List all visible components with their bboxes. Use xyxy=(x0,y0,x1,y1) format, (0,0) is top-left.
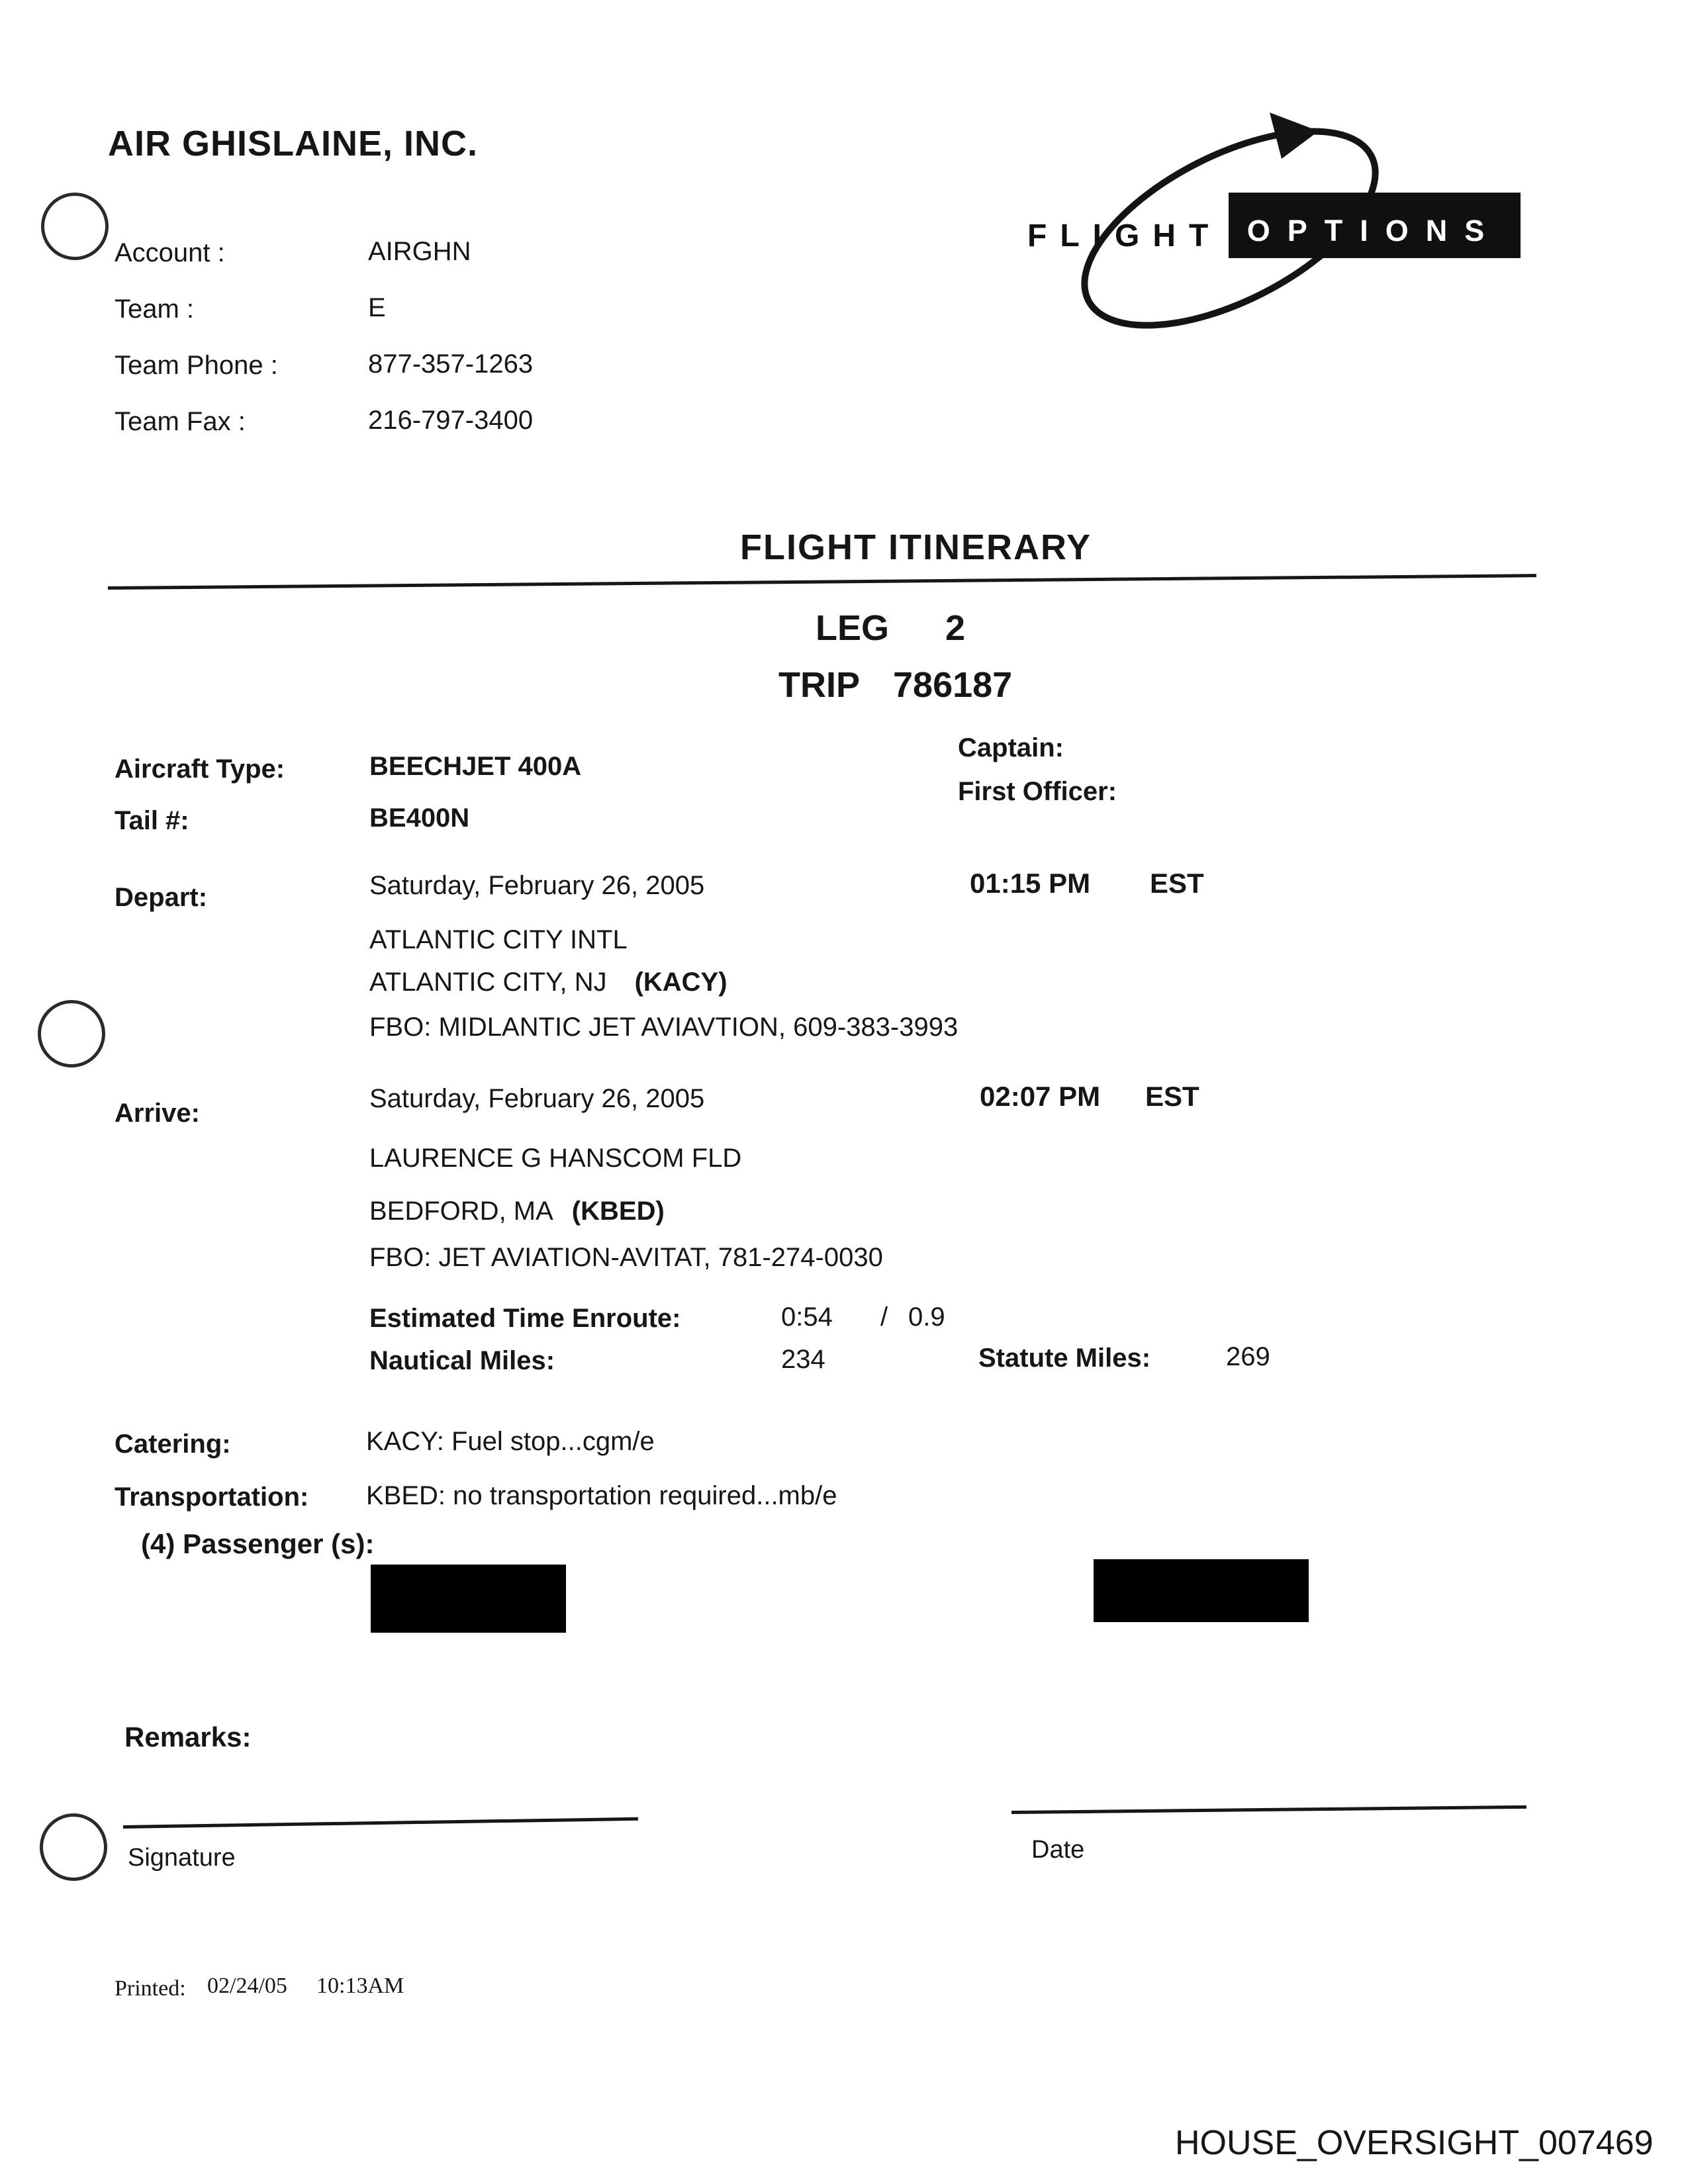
depart-label: Depart: xyxy=(115,883,208,912)
tail-number-label: Tail #: xyxy=(115,806,189,835)
logo-word-flight: FLIGHT xyxy=(1027,218,1222,253)
catering-value: KACY: Fuel stop...cgm/e xyxy=(366,1427,655,1456)
arrive-airport-code: (KBED) xyxy=(571,1197,665,1226)
nautical-miles-label: Nautical Miles: xyxy=(369,1346,555,1375)
leg-number: 2 xyxy=(945,608,966,648)
printed-date: 02/24/05 xyxy=(207,1974,287,1998)
logo-arrowhead-icon xyxy=(1270,113,1319,159)
depart-city: ATLANTIC CITY, NJ xyxy=(369,968,607,997)
enroute-separator: / xyxy=(880,1302,888,1332)
printed-label: Printed: xyxy=(115,1976,186,2001)
team-phone-label: Team Phone : xyxy=(115,351,278,380)
catering-label: Catering: xyxy=(115,1430,231,1459)
leg-label: LEG xyxy=(816,608,890,648)
date-label: Date xyxy=(1031,1836,1085,1864)
redacted-passenger-name-2 xyxy=(1094,1559,1309,1622)
arrive-time: 02:07 PM xyxy=(980,1081,1101,1112)
arrive-label: Arrive: xyxy=(115,1099,200,1128)
nautical-miles-value: 234 xyxy=(781,1345,825,1374)
statute-miles-value: 269 xyxy=(1226,1342,1270,1371)
passengers-label: (4) Passenger (s): xyxy=(141,1528,375,1559)
date-line xyxy=(1011,1805,1526,1814)
hole-punch-middle xyxy=(38,1000,105,1068)
bates-number: HOUSE_OVERSIGHT_007469 xyxy=(1175,2124,1654,2162)
team-fax-value: 216-797-3400 xyxy=(368,406,534,435)
account-label: Account : xyxy=(115,238,225,267)
first-officer-label: First Officer: xyxy=(958,777,1117,806)
hole-punch-bottom xyxy=(40,1813,107,1881)
depart-airport: ATLANTIC CITY INTL xyxy=(369,925,628,954)
depart-fbo: FBO: MIDLANTIC JET AVIAVTION, 609-383-3993 xyxy=(369,1013,959,1042)
arrive-city: BEDFORD, MA xyxy=(369,1197,553,1226)
transportation-value: KBED: no transportation required...mb/e xyxy=(366,1481,837,1510)
captain-label: Captain: xyxy=(958,733,1064,762)
enroute-hours: 0.9 xyxy=(908,1302,945,1332)
trip-number: 786187 xyxy=(893,665,1013,705)
aircraft-type-label: Aircraft Type: xyxy=(115,754,285,784)
transportation-label: Transportation: xyxy=(115,1482,309,1512)
arrive-timezone: EST xyxy=(1145,1081,1199,1112)
account-value: AIRGHN xyxy=(368,237,471,266)
flight-options-logo xyxy=(993,93,1556,397)
arrive-date: Saturday, February 26, 2005 xyxy=(369,1084,705,1113)
trip-label: TRIP xyxy=(778,665,861,705)
signature-label: Signature xyxy=(128,1844,236,1872)
arrive-airport: LAURENCE G HANSCOM FLD xyxy=(369,1144,742,1173)
company-name: AIR GHISLAINE, INC. xyxy=(108,124,479,163)
team-phone-value: 877-357-1263 xyxy=(368,349,534,379)
depart-date: Saturday, February 26, 2005 xyxy=(369,871,705,900)
depart-timezone: EST xyxy=(1150,868,1204,899)
redacted-passenger-name-1 xyxy=(371,1565,566,1633)
tail-number-value: BE400N xyxy=(369,803,470,833)
enroute-time: 0:54 xyxy=(781,1302,833,1332)
team-fax-label: Team Fax : xyxy=(115,407,246,436)
depart-time: 01:15 PM xyxy=(970,868,1091,899)
hole-punch-top xyxy=(41,193,109,260)
signature-line xyxy=(123,1817,638,1829)
team-label: Team : xyxy=(115,295,195,324)
arrive-fbo: FBO: JET AVIATION-AVITAT, 781-274-0030 xyxy=(369,1243,883,1272)
remarks-label: Remarks: xyxy=(124,1721,252,1752)
team-value: E xyxy=(368,293,386,322)
document-title: FLIGHT ITINERARY xyxy=(740,527,1092,567)
depart-airport-code: (KACY) xyxy=(634,968,727,997)
title-underline xyxy=(108,574,1536,590)
statute-miles-label: Statute Miles: xyxy=(978,1343,1151,1373)
logo-word-options: OPTIONS xyxy=(1246,214,1502,248)
enroute-label: Estimated Time Enroute: xyxy=(369,1304,681,1333)
aircraft-type-value: BEECHJET 400A xyxy=(369,752,582,781)
printed-time: 10:13AM xyxy=(316,1974,404,1998)
